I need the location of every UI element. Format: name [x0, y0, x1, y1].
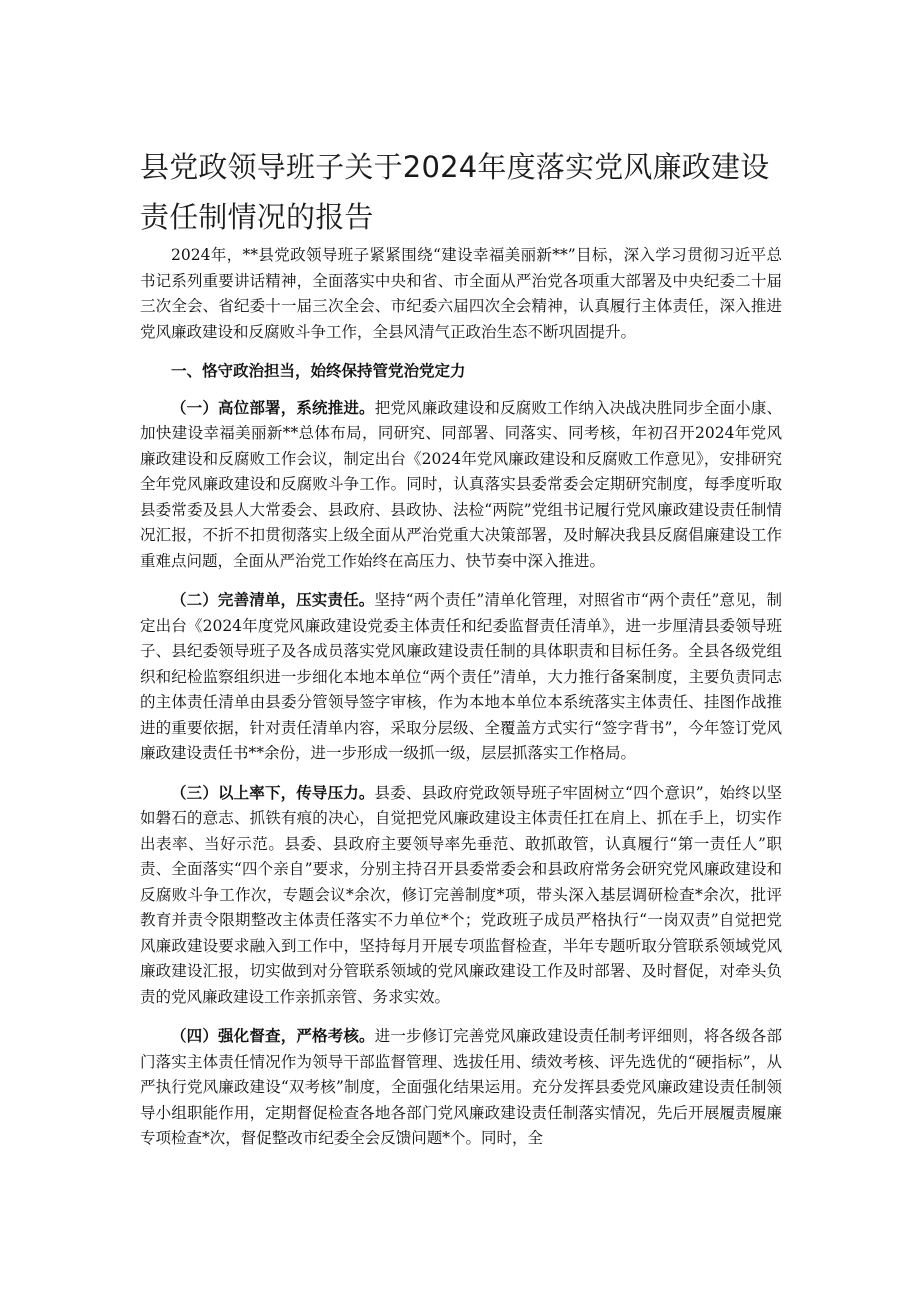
paragraph-1-lead: （一）高位部署，系统推进。 [171, 397, 375, 417]
paragraph-3-text: 县委、县政府党政领导班子牢固树立“四个意识”，始终以坚如磐石的意志、抓铁有痕的决心，自觉把党风廉政建设主体责任扛在肩上、抓在手上，切实作出表率、当好示范。县委、县政府主要领导率先垂范、敢抓敢管，认真履行“第一责任人”职责、全面落实“四个亲自”要求，分别主持召开县委常委会和县政府常务会研究党风廉政建设和反腐败斗争工作次，专题会议*余次，修订完善制度*项，带头深入基层调研检查*余次，批评教育并责令限期整改主体责任落实不力单位*个；党政班子成员严格执行“一岗双责”自觉把党风廉政建设要求融入到工作中，坚持每月开展专项监督检查，半年专题听取分管联系领域党风廉政建设汇报，切实做到对分管联系领域的党风廉政建设工作及时部署、及时督促，对牵头负责的党风廉政建设工作亲抓亲管、务求实效。 [140, 783, 782, 1006]
paragraph-4 [140, 1023, 782, 1152]
paragraph-4-lead: （四）强化督查，严格考核。 [171, 1026, 375, 1045]
document-title: 县党政领导班子关于2024年度落实党风廉政建设责任制情况的报告 [140, 150, 770, 234]
paragraph-1-text: 把党风廉政建设和反腐败工作纳入决战决胜同步全面小康、加快建设幸福美丽新**总体布局，同研究、同部署、同落实、同考核，年初召开2024年党风廉政建设和反腐败工作会议，制定出台《2024年党风廉政建设和反腐败工作意见》，安排研究全年党风廉政建设和反腐败斗争工作。同时，认真落实县委常委会定期研究制度，每季度听取县委常委及县人大常委会、县政府、县政协、法检“两院”党组书记履行党风廉政建设责任制情况汇报，不折不扣贯彻落实上级全面从严治党重大决策部署，及时解决我县反腐倡廉建设工作重难点问题，全面从严治党工作始终在高压力、快节奏中深入推进。 [140, 398, 782, 570]
paragraph-2 [140, 587, 782, 767]
paragraph-4-text: 进一步修订完善党风廉政建设责任制考评细则，将各级各部门落实主体责任情况作为领导干部监督管理、选拔任用、绩效考核、评先选优的“硬指标”，从严执行党风廉政建设“双考核”制度，全面强化结果运用。充分发挥县委党风廉政建设责任制领导小组职能作用，定期督促检查各地各部门党风廉政建设责任制落实情况，先后开展履责履廉专项检查*次，督促整改市纪委全会反馈问题*个。同时，全 [140, 1027, 782, 1147]
paragraph-1 [140, 395, 782, 575]
intro-paragraph: 2024年，**县党政领导班子紧紧围绕“建设幸福美丽新**”目标，深入学习贯彻习近平总书记系列重要讲话精神，全面落实中央和省、市全面从严治党各项重大部署及中央纪委二十届三次全会、省纪委十一届三次全会、市纪委六届四次全会精神，认真履行主体责任，深入推进党风廉政建设和反腐败斗争工作，全县风清气正政治生态不断巩固提升。 [140, 246, 782, 341]
paragraph-3 [140, 780, 782, 1011]
document-body [140, 243, 782, 1165]
paragraph-2-text: 坚持“两个责任”清单化管理，对照省市“两个责任”意见，制定出台《2024年度党风廉政建设党委主体责任和纪委监督责任清单》，进一步厘清县委领导班子、县纪委领导班子及各成员落实党风廉政建设责任制的具体职责和目标任务。全县各级党组织和纪检监察组织进一步细化本地本单位“两个责任”清单，大力推行备案制度，主要负责同志的主体责任清单由县委分管领导签字审核，作为本地本单位本系统落实主体责任、挂图作战推进的重要依据，针对责任清单内容，采取分层级、全覆盖方式实行“签字背书”，今年签订党风廉政建设责任书**余份，进一步形成一级抓一级，层层抓落实工作格局。 [140, 591, 782, 762]
paragraph-2-lead: （二）完善清单，压实责任。 [171, 590, 375, 609]
paragraph-3-lead: （三）以上率下，传导压力。 [171, 782, 375, 802]
section-heading-1: 一、恪守政治担当，始终保持管党治党定力 [171, 361, 466, 380]
